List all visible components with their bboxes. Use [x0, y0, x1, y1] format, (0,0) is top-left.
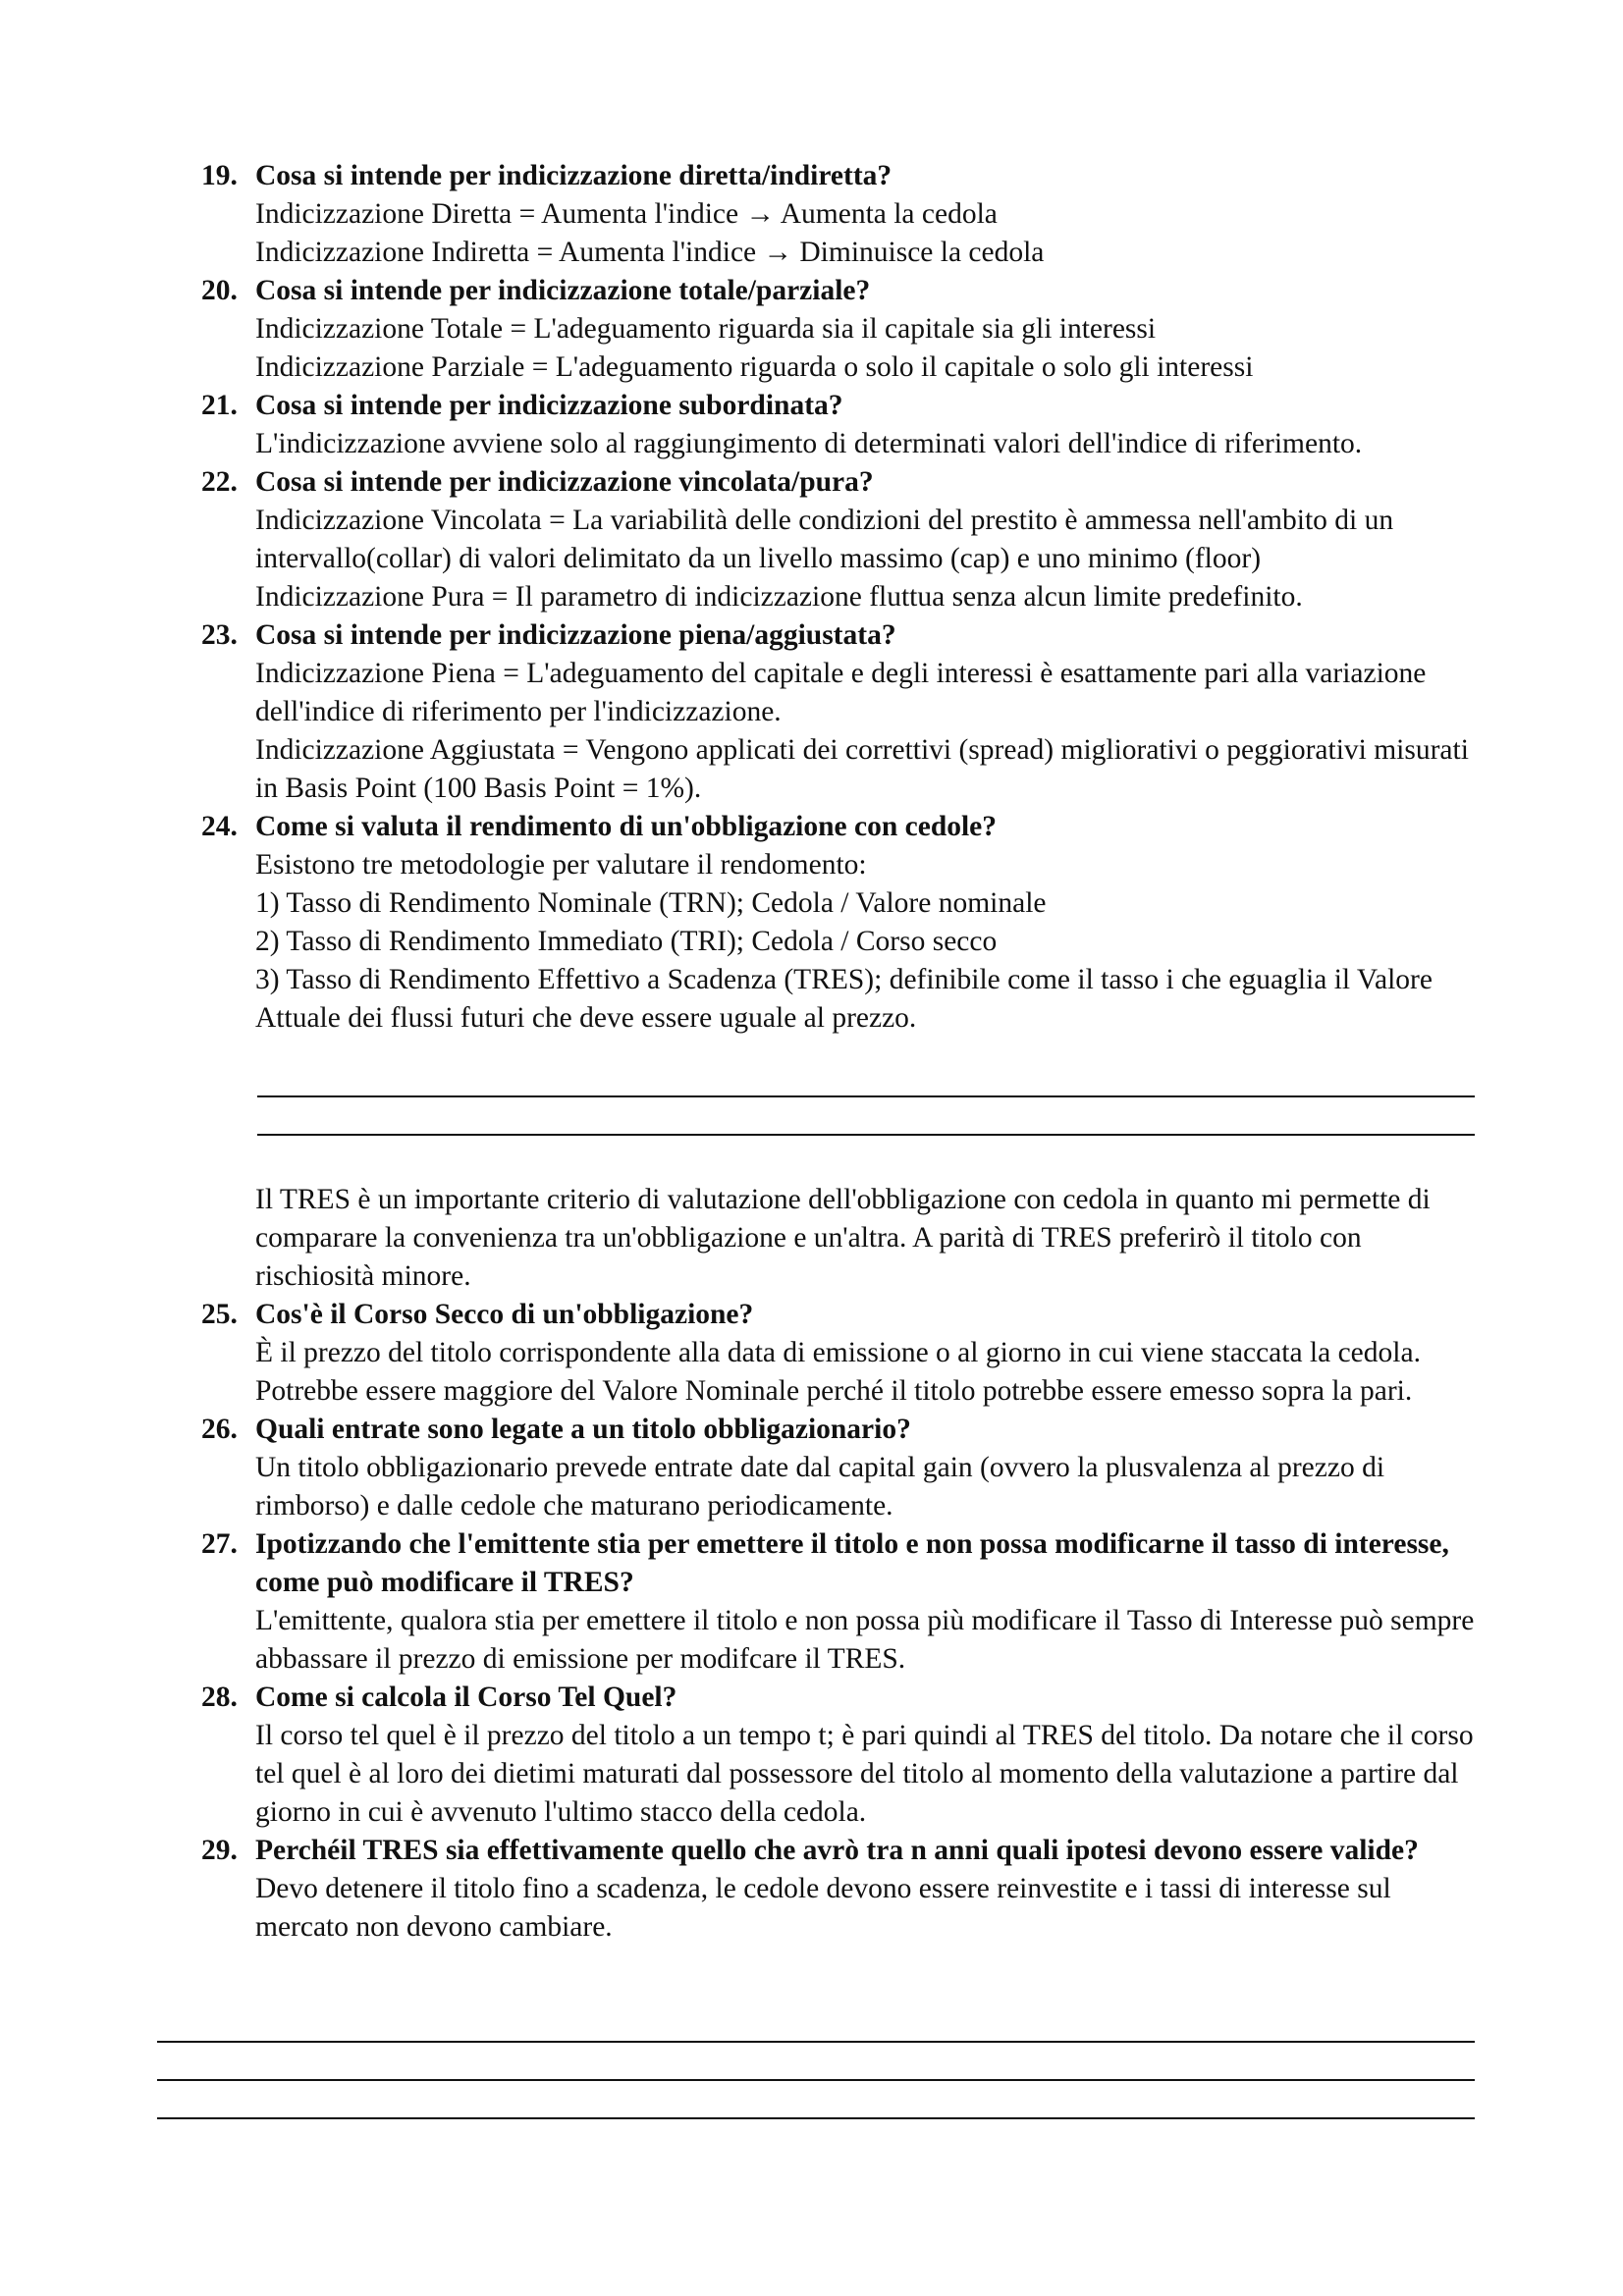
question-text: Quali entrate sono legate a un titolo obbligazionario?: [255, 1414, 911, 1445]
question-number: 22.: [201, 466, 238, 498]
question-text: Come si valuta il rendimento di un'obbligazione con cedole?: [255, 811, 998, 842]
tres-note-block: [201, 1181, 1478, 1296]
question-number: 21.: [201, 390, 238, 421]
answer-line: 1) Tasso di Rendimento Nominale (TRN); Cedola / Valore nominale: [255, 887, 1047, 919]
question-text: Cosa si intende per indicizzazione subordinata?: [255, 390, 843, 421]
answer-line: Indicizzazione Vincolata = La variabilità delle condizioni del prestito è ammessa nell'ambito di un intervallo(collar) di valori delimitato da un livello massimo (cap) e uno minimo (floor): [255, 505, 1394, 574]
question-29: [201, 1832, 1478, 1870]
question-number: 19.: [201, 160, 238, 191]
answer-line: 3) Tasso di Rendimento Effettivo a Scadenza (TRES); definibile come il tasso i che eguaglia il Valore Attuale dei flussi futuri che deve essere uguale al prezzo.: [255, 964, 1433, 1034]
blank-rule-line: [157, 2079, 1475, 2081]
answer-29: [201, 1870, 1478, 1947]
answer-line: 2) Tasso di Rendimento Immediato (TRI); Cedola / Corso secco: [255, 926, 998, 957]
answer-24: [201, 846, 1478, 1038]
answer-21: [201, 425, 1478, 463]
question-text: Ipotizzando che l'emittente stia per emettere il titolo e non possa modificarne il tasso di interesse, come può modificare il TRES?: [255, 1528, 1449, 1598]
question-number: 28.: [201, 1682, 238, 1713]
question-25: [201, 1296, 1478, 1334]
question-number: 24.: [201, 811, 238, 842]
question-text: Cosa si intende per indicizzazione diretta/indiretta?: [255, 160, 893, 191]
answer-26: [201, 1449, 1478, 1525]
question-number: 25.: [201, 1299, 238, 1330]
question-23: [201, 616, 1478, 655]
answer-line: Indicizzazione Totale = L'adeguamento riguarda sia il capitale sia gli interessi: [255, 313, 1157, 345]
question-text: Cosa si intende per indicizzazione piena/aggiustata?: [255, 619, 896, 651]
answer-line: Indicizzazione Piena = L'adeguamento del capitale e degli interessi è esattamente pari alla variazione dell'indice di riferimento per l'indicizzazione.: [255, 658, 1427, 727]
blank-rule-line: [257, 1095, 1475, 1097]
answer-line: Indicizzazione Pura = Il parametro di indicizzazione fluttua senza alcun limite predefinito.: [255, 581, 1303, 613]
answer-line: Indicizzazione Diretta = Aumenta l'indice → Aumenta la cedola: [255, 198, 998, 230]
question-24: [201, 808, 1478, 846]
question-number: 29.: [201, 1835, 238, 1866]
tres-note-text: Il TRES è un importante criterio di valutazione dell'obbligazione con cedola in quanto mi permette di comparare la convenienza tra un'obbligazione e un'altra. A parità di TRES preferirò il titolo con rischiosità minore.: [255, 1184, 1431, 1292]
question-26: [201, 1411, 1478, 1449]
answer-23: [201, 655, 1478, 808]
question-text: Cosa si intende per indicizzazione totale/parziale?: [255, 275, 871, 306]
question-number: 23.: [201, 619, 238, 651]
question-text: Cos'è il Corso Secco di un'obbligazione?: [255, 1299, 754, 1330]
question-text: Come si calcola il Corso Tel Quel?: [255, 1682, 677, 1713]
answer-28: [201, 1717, 1478, 1832]
question-21: [201, 387, 1478, 425]
question-19: [201, 157, 1478, 195]
answer-line: L'emittente, qualora stia per emettere il titolo e non possa più modificare il Tasso di Interesse può sempre abbassare il prezzo di emissione per modifcare il TRES.: [255, 1605, 1475, 1675]
question-number: 26.: [201, 1414, 238, 1445]
answer-27: [201, 1602, 1478, 1679]
question-20: [201, 272, 1478, 310]
answer-line: Esistono tre metodologie per valutare il rendomento:: [255, 849, 867, 881]
qa-block-2: [201, 1296, 1478, 1947]
answer-line: Un titolo obbligazionario prevede entrate date dal capital gain (ovvero la plusvalenza al prezzo di rimborso) e dalle cedole che maturano periodicamente.: [255, 1452, 1385, 1522]
answer-line: Indicizzazione Parziale = L'adeguamento riguarda o solo il capitale o solo gli interessi: [255, 351, 1254, 383]
qa-block-1: [201, 157, 1478, 1038]
question-text: Perchéil TRES sia effettivamente quello che avrò tra n anni quali ipotesi devono essere valide?: [255, 1835, 1419, 1866]
question-text: Cosa si intende per indicizzazione vincolata/pura?: [255, 466, 874, 498]
answer-line: L'indicizzazione avviene solo al raggiungimento di determinati valori dell'indice di riferimento.: [255, 428, 1363, 459]
question-27: [201, 1525, 1478, 1602]
question-28: [201, 1679, 1478, 1717]
question-22: [201, 463, 1478, 502]
answer-line: Devo detenere il titolo fino a scadenza, le cedole devono essere reinvestite e i tassi di interesse sul mercato non devono cambiare.: [255, 1873, 1391, 1943]
tres-note: [201, 1181, 1478, 1296]
answer-19: [201, 195, 1478, 272]
answer-line: Indicizzazione Aggiustata = Vengono applicati dei correttivi (spread) migliorativi o peggiorativi misurati in Basis Point (100 Basis Point = 1%).: [255, 734, 1469, 804]
answer-line: Indicizzazione Indiretta = Aumenta l'indice → Diminuisce la cedola: [255, 237, 1045, 268]
answer-25: [201, 1334, 1478, 1411]
blank-rule-line: [157, 2041, 1475, 2043]
question-number: 27.: [201, 1528, 238, 1560]
answer-22: [201, 502, 1478, 616]
question-number: 20.: [201, 275, 238, 306]
blank-rule-line: [257, 1134, 1475, 1136]
answer-20: [201, 310, 1478, 387]
answer-line: È il prezzo del titolo corrispondente alla data di emissione o al giorno in cui viene staccata la cedola. Potrebbe essere maggiore del Valore Nominale perché il titolo potrebbe essere emesso sopra la pari.: [255, 1337, 1421, 1407]
answer-line: Il corso tel quel è il prezzo del titolo a un tempo t; è pari quindi al TRES del titolo. Da notare che il corso tel quel è al loro dei dietimi maturati dal possessore del titolo al momento della valutazione a partire dal giorno in cui è avvenuto l'ultimo stacco della cedola.: [255, 1720, 1474, 1828]
blank-rule-line: [157, 2117, 1475, 2119]
